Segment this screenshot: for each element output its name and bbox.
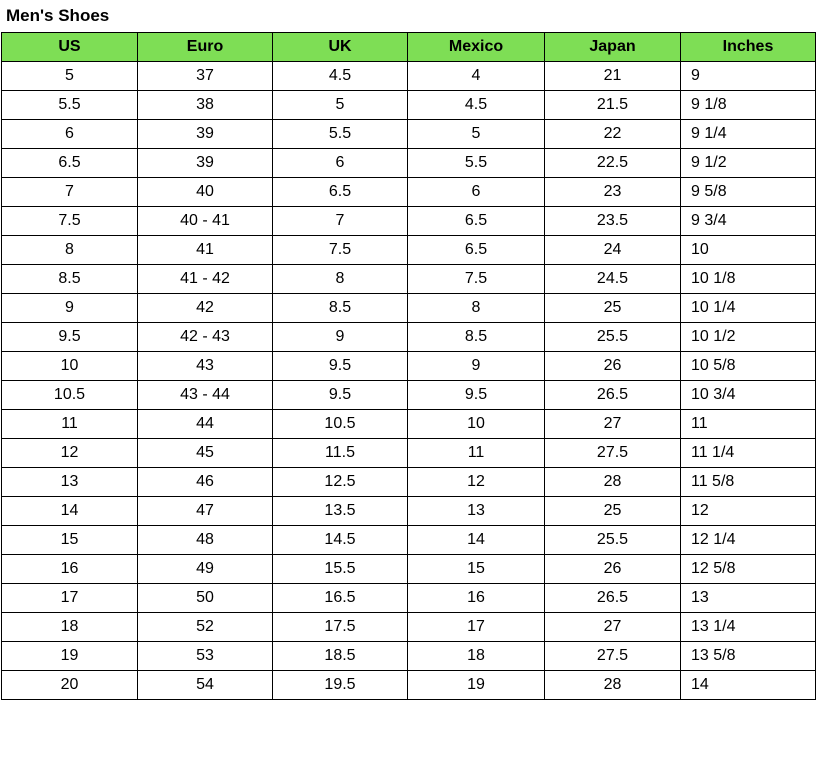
cell-japan: 25	[545, 294, 681, 323]
column-header-euro: Euro	[138, 33, 273, 62]
cell-inches: 10 3/4	[681, 381, 816, 410]
cell-japan: 26.5	[545, 381, 681, 410]
table-row	[2, 555, 816, 584]
cell-mexico: 4	[408, 62, 545, 91]
cell-uk: 7.5	[273, 236, 408, 265]
cell-mexico: 17	[408, 613, 545, 642]
cell-mexico: 10	[408, 410, 545, 439]
cell-us: 7.5	[2, 207, 138, 236]
shoe-size-table	[1, 32, 816, 700]
cell-inches: 13 5/8	[681, 642, 816, 671]
cell-euro: 42	[138, 294, 273, 323]
cell-inches: 12 1/4	[681, 526, 816, 555]
table-row	[2, 410, 816, 439]
cell-japan: 27	[545, 410, 681, 439]
cell-inches: 9 1/4	[681, 120, 816, 149]
cell-japan: 27.5	[545, 439, 681, 468]
cell-us: 6.5	[2, 149, 138, 178]
cell-uk: 14.5	[273, 526, 408, 555]
column-header-japan: Japan	[545, 33, 681, 62]
cell-us: 19	[2, 642, 138, 671]
column-header-uk: UK	[273, 33, 408, 62]
cell-japan: 26.5	[545, 584, 681, 613]
column-header-inches: Inches	[681, 33, 816, 62]
column-header-mexico: Mexico	[408, 33, 545, 62]
cell-uk: 10.5	[273, 410, 408, 439]
table-row	[2, 178, 816, 207]
cell-mexico: 8.5	[408, 323, 545, 352]
cell-inches: 10	[681, 236, 816, 265]
cell-euro: 43	[138, 352, 273, 381]
cell-japan: 27.5	[545, 642, 681, 671]
cell-japan: 25	[545, 497, 681, 526]
cell-us: 20	[2, 671, 138, 700]
cell-mexico: 13	[408, 497, 545, 526]
cell-inches: 10 1/2	[681, 323, 816, 352]
table-row	[2, 584, 816, 613]
cell-euro: 50	[138, 584, 273, 613]
cell-uk: 16.5	[273, 584, 408, 613]
cell-us: 14	[2, 497, 138, 526]
cell-japan: 22	[545, 120, 681, 149]
cell-japan: 23.5	[545, 207, 681, 236]
cell-uk: 9	[273, 323, 408, 352]
table-row	[2, 62, 816, 91]
cell-japan: 23	[545, 178, 681, 207]
table-row	[2, 352, 816, 381]
cell-uk: 8	[273, 265, 408, 294]
cell-uk: 7	[273, 207, 408, 236]
table-row	[2, 294, 816, 323]
cell-mexico: 15	[408, 555, 545, 584]
cell-us: 17	[2, 584, 138, 613]
cell-uk: 17.5	[273, 613, 408, 642]
cell-inches: 11 5/8	[681, 468, 816, 497]
cell-inches: 9 1/8	[681, 91, 816, 120]
cell-mexico: 12	[408, 468, 545, 497]
cell-uk: 11.5	[273, 439, 408, 468]
cell-japan: 27	[545, 613, 681, 642]
cell-euro: 39	[138, 149, 273, 178]
table-row	[2, 207, 816, 236]
cell-japan: 25.5	[545, 526, 681, 555]
cell-us: 5	[2, 62, 138, 91]
cell-us: 18	[2, 613, 138, 642]
cell-us: 16	[2, 555, 138, 584]
cell-uk: 6	[273, 149, 408, 178]
cell-euro: 40 - 41	[138, 207, 273, 236]
table-row	[2, 91, 816, 120]
cell-us: 12	[2, 439, 138, 468]
cell-mexico: 6.5	[408, 207, 545, 236]
table-row	[2, 381, 816, 410]
cell-mexico: 5	[408, 120, 545, 149]
table-row	[2, 497, 816, 526]
cell-euro: 49	[138, 555, 273, 584]
table-row	[2, 323, 816, 352]
cell-mexico: 7.5	[408, 265, 545, 294]
cell-euro: 53	[138, 642, 273, 671]
cell-euro: 47	[138, 497, 273, 526]
cell-mexico: 14	[408, 526, 545, 555]
cell-us: 15	[2, 526, 138, 555]
cell-japan: 21.5	[545, 91, 681, 120]
cell-japan: 28	[545, 671, 681, 700]
cell-inches: 13	[681, 584, 816, 613]
table-row	[2, 236, 816, 265]
cell-japan: 28	[545, 468, 681, 497]
cell-us: 7	[2, 178, 138, 207]
cell-mexico: 19	[408, 671, 545, 700]
cell-mexico: 11	[408, 439, 545, 468]
cell-mexico: 8	[408, 294, 545, 323]
table-header	[2, 33, 816, 62]
cell-inches: 10 1/4	[681, 294, 816, 323]
cell-us: 13	[2, 468, 138, 497]
cell-euro: 44	[138, 410, 273, 439]
cell-inches: 11 1/4	[681, 439, 816, 468]
cell-uk: 12.5	[273, 468, 408, 497]
cell-uk: 19.5	[273, 671, 408, 700]
cell-uk: 6.5	[273, 178, 408, 207]
cell-inches: 13 1/4	[681, 613, 816, 642]
cell-us: 8.5	[2, 265, 138, 294]
cell-inches: 9 3/4	[681, 207, 816, 236]
cell-euro: 43 - 44	[138, 381, 273, 410]
table-header-row	[2, 33, 816, 62]
cell-inches: 10 5/8	[681, 352, 816, 381]
cell-us: 9	[2, 294, 138, 323]
cell-euro: 39	[138, 120, 273, 149]
cell-euro: 38	[138, 91, 273, 120]
cell-inches: 9 5/8	[681, 178, 816, 207]
cell-japan: 26	[545, 352, 681, 381]
table-row	[2, 149, 816, 178]
cell-us: 10.5	[2, 381, 138, 410]
cell-euro: 40	[138, 178, 273, 207]
cell-inches: 9 1/2	[681, 149, 816, 178]
cell-japan: 22.5	[545, 149, 681, 178]
cell-us: 8	[2, 236, 138, 265]
cell-uk: 18.5	[273, 642, 408, 671]
cell-uk: 15.5	[273, 555, 408, 584]
cell-uk: 4.5	[273, 62, 408, 91]
cell-mexico: 9.5	[408, 381, 545, 410]
cell-japan: 24	[545, 236, 681, 265]
table-row	[2, 671, 816, 700]
cell-mexico: 4.5	[408, 91, 545, 120]
cell-euro: 37	[138, 62, 273, 91]
cell-us: 11	[2, 410, 138, 439]
cell-mexico: 6	[408, 178, 545, 207]
cell-japan: 21	[545, 62, 681, 91]
table-row	[2, 439, 816, 468]
cell-japan: 25.5	[545, 323, 681, 352]
cell-mexico: 9	[408, 352, 545, 381]
cell-uk: 9.5	[273, 352, 408, 381]
cell-euro: 46	[138, 468, 273, 497]
column-header-us: US	[2, 33, 138, 62]
cell-mexico: 6.5	[408, 236, 545, 265]
cell-inches: 10 1/8	[681, 265, 816, 294]
cell-euro: 48	[138, 526, 273, 555]
cell-us: 9.5	[2, 323, 138, 352]
cell-euro: 41 - 42	[138, 265, 273, 294]
table-row	[2, 526, 816, 555]
cell-euro: 52	[138, 613, 273, 642]
cell-mexico: 18	[408, 642, 545, 671]
cell-mexico: 5.5	[408, 149, 545, 178]
cell-japan: 26	[545, 555, 681, 584]
cell-inches: 14	[681, 671, 816, 700]
cell-us: 10	[2, 352, 138, 381]
cell-us: 5.5	[2, 91, 138, 120]
cell-inches: 12 5/8	[681, 555, 816, 584]
cell-inches: 9	[681, 62, 816, 91]
table-row	[2, 468, 816, 497]
table-row	[2, 120, 816, 149]
cell-euro: 41	[138, 236, 273, 265]
cell-inches: 11	[681, 410, 816, 439]
cell-inches: 12	[681, 497, 816, 526]
cell-euro: 45	[138, 439, 273, 468]
cell-mexico: 16	[408, 584, 545, 613]
table-row	[2, 613, 816, 642]
cell-uk: 5.5	[273, 120, 408, 149]
cell-euro: 42 - 43	[138, 323, 273, 352]
cell-euro: 54	[138, 671, 273, 700]
cell-uk: 13.5	[273, 497, 408, 526]
table-row	[2, 642, 816, 671]
table-body	[2, 62, 816, 700]
cell-uk: 8.5	[273, 294, 408, 323]
table-row	[2, 265, 816, 294]
cell-japan: 24.5	[545, 265, 681, 294]
cell-us: 6	[2, 120, 138, 149]
cell-uk: 9.5	[273, 381, 408, 410]
cell-uk: 5	[273, 91, 408, 120]
page-title: Men's Shoes	[6, 6, 110, 25]
